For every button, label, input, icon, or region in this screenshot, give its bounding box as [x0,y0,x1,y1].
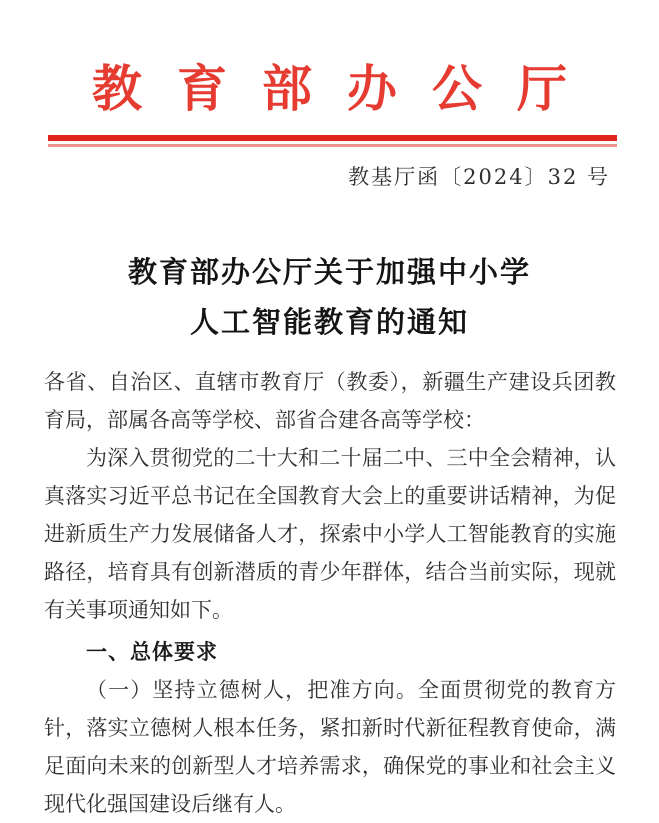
document-body [44,363,616,823]
section-1-heading: 一、总体要求 [86,640,218,664]
masthead-agency-name: 教育部办公厅 [92,59,602,118]
document-reference-number: 教基厅函〔2024〕32 号 [348,165,610,189]
section-1-paragraph-1: （一）坚持立德树人，把准方向。全面贯彻党的教育方针，落实立德树人根本任务，紧扣新时代新征程教育使命，满足面向未来的创新型人才培养需求，确保党的事业和社会主义现代化强国建设后继有人。 [44,678,616,816]
document-title [0,247,659,347]
document-title-line2: 人工智能教育的通知 [189,305,469,339]
recipients-paragraph: 各省、自治区、直辖市教育厅（教委），新疆生产建设兵团教育局，部属各高等学校、部省合建各高等学校： [44,370,616,432]
red-separator-line-thick [48,135,617,141]
red-separator-line-thin [48,144,617,147]
document-title-line1: 教育部办公厅关于加强中小学 [127,255,531,289]
intro-paragraph: 为深入贯彻党的二十大和二十届二中、三中全会精神，认真落实习近平总书记在全国教育大会上的重要讲话精神，为促进新质生产力发展储备人才，探索中小学人工智能教育的实施路径，培育具有创新潜质的青少年群体，结合当前实际，现就有关事项通知如下。 [44,446,616,622]
